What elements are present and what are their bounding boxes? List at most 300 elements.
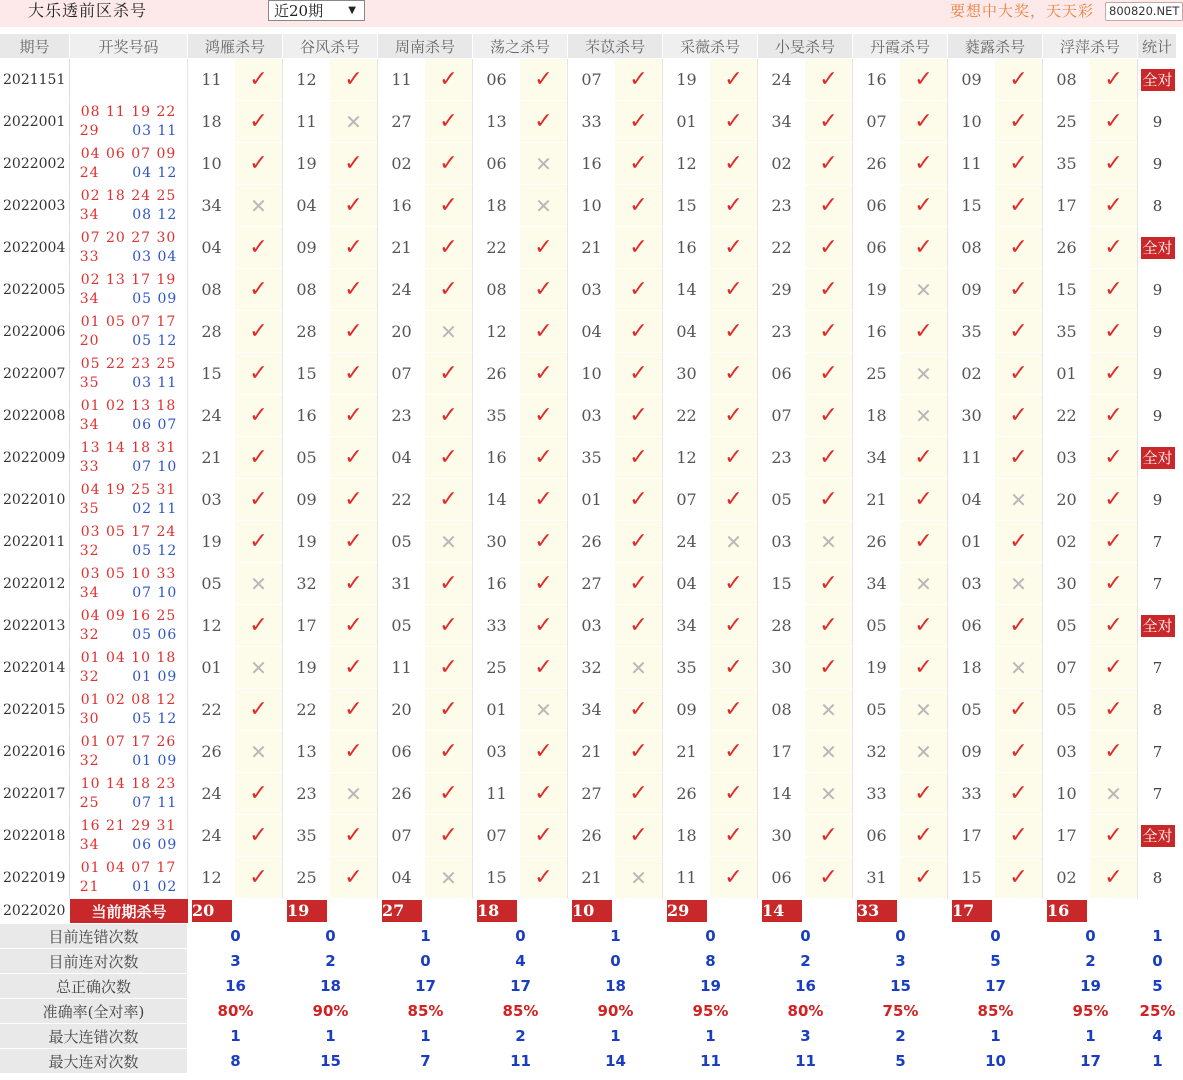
summary-value: 2 — [1043, 949, 1138, 974]
draw-front-last: 34 — [79, 206, 100, 223]
result-cell — [995, 605, 1043, 647]
pick-number: 26 — [853, 521, 900, 563]
summary-value: 80% — [188, 999, 283, 1024]
pick-number: 26 — [188, 731, 235, 773]
draw-cell — [70, 731, 188, 773]
result-cell — [615, 311, 663, 353]
draw-back-numbers: 05 09 — [132, 290, 178, 307]
summary-row — [0, 949, 1177, 974]
check-icon: ✓ — [534, 445, 553, 470]
summary-value: 90% — [283, 999, 378, 1024]
header-expert: 小旻杀号 — [758, 34, 853, 59]
result-cell — [235, 731, 283, 773]
pick-number: 06 — [473, 143, 520, 185]
header-period: 期号 — [0, 34, 70, 59]
summary-value: 7 — [378, 1049, 473, 1074]
draw-front-numbers: 01 02 13 18 — [80, 397, 177, 414]
result-cell — [995, 101, 1043, 143]
check-icon: ✓ — [1104, 445, 1123, 470]
pick-number: 35 — [948, 311, 995, 353]
result-cell — [235, 563, 283, 605]
header-expert: 采薇杀号 — [663, 34, 758, 59]
cross-icon: ✕ — [345, 109, 362, 134]
check-icon: ✓ — [724, 67, 743, 92]
check-icon: ✓ — [534, 655, 553, 680]
check-icon: ✓ — [819, 151, 838, 176]
pick-number: 23 — [758, 185, 805, 227]
table-row — [0, 689, 1177, 731]
stat-cell — [1138, 59, 1177, 101]
draw-line-2 — [70, 458, 187, 477]
stat-cell: 8 — [1138, 689, 1177, 731]
table-header-row — [0, 34, 1177, 59]
check-icon: ✓ — [819, 319, 838, 344]
check-icon: ✓ — [819, 823, 838, 848]
result-cell — [520, 227, 568, 269]
pick-number: 21 — [568, 731, 615, 773]
result-cell — [710, 647, 758, 689]
summary-value: 17 — [948, 974, 1043, 999]
draw-line-2 — [70, 584, 187, 603]
pick-number: 03 — [568, 605, 615, 647]
draw-front-last: 34 — [79, 584, 100, 601]
check-icon: ✓ — [1104, 151, 1123, 176]
period-cell: 2022009 — [0, 437, 70, 479]
site-badge[interactable]: 800820.NET — [1105, 2, 1183, 21]
pick-number: 32 — [568, 647, 615, 689]
table-row — [0, 227, 1177, 269]
pick-number: 10 — [568, 185, 615, 227]
header-expert: 丹霞杀号 — [853, 34, 948, 59]
pick-number: 16 — [853, 311, 900, 353]
cross-icon: ✕ — [630, 865, 647, 890]
pick-number: 06 — [853, 185, 900, 227]
result-cell — [995, 311, 1043, 353]
pick-number: 01 — [663, 101, 710, 143]
period-cell: 2022003 — [0, 185, 70, 227]
check-icon: ✓ — [439, 781, 458, 806]
summary-row — [0, 999, 1177, 1024]
pick-number: 35 — [1043, 311, 1090, 353]
stat-cell: 7 — [1138, 563, 1177, 605]
period-cell: 2022007 — [0, 353, 70, 395]
result-cell — [1090, 857, 1138, 899]
draw-front-numbers: 07 20 27 30 — [80, 229, 177, 246]
result-cell — [520, 689, 568, 731]
draw-back-numbers: 03 11 — [132, 374, 178, 391]
check-icon: ✓ — [1104, 529, 1123, 554]
pick-number: 09 — [948, 731, 995, 773]
result-cell — [710, 437, 758, 479]
pick-number: 24 — [663, 521, 710, 563]
result-cell — [520, 353, 568, 395]
result-cell — [900, 647, 948, 689]
check-icon: ✓ — [344, 571, 363, 596]
stat-cell: 7 — [1138, 521, 1177, 563]
cross-icon: ✕ — [820, 781, 837, 806]
pick-number: 21 — [378, 227, 425, 269]
result-cell — [615, 647, 663, 689]
period-cell: 2022016 — [0, 731, 70, 773]
draw-front-last: 32 — [79, 626, 100, 643]
result-cell — [425, 689, 473, 731]
result-cell — [710, 773, 758, 815]
draw-back-numbers: 07 11 — [132, 794, 178, 811]
stat-cell — [1138, 437, 1177, 479]
result-cell — [805, 563, 853, 605]
result-cell — [805, 773, 853, 815]
check-icon: ✓ — [629, 67, 648, 92]
draw-back-numbers: 03 11 — [132, 122, 178, 139]
table-row — [0, 353, 1177, 395]
result-cell — [615, 773, 663, 815]
current-pick-cell — [568, 899, 663, 924]
result-cell — [900, 437, 948, 479]
summary-value: 3 — [853, 949, 948, 974]
check-icon: ✓ — [439, 151, 458, 176]
check-icon: ✓ — [439, 445, 458, 470]
pick-number: 25 — [283, 857, 330, 899]
result-cell — [330, 143, 378, 185]
pick-number: 14 — [663, 269, 710, 311]
pick-number: 14 — [758, 773, 805, 815]
pick-number: 17 — [283, 605, 330, 647]
cross-icon: ✕ — [820, 697, 837, 722]
current-pick-cell — [853, 899, 948, 924]
result-cell — [1090, 395, 1138, 437]
check-icon: ✓ — [914, 823, 933, 848]
pick-number: 22 — [283, 689, 330, 731]
check-icon: ✓ — [629, 361, 648, 386]
summary-value: 1 — [568, 924, 663, 949]
pick-number: 34 — [853, 437, 900, 479]
result-cell — [900, 521, 948, 563]
stat-cell: 7 — [1138, 731, 1177, 773]
check-icon: ✓ — [534, 571, 553, 596]
check-icon: ✓ — [724, 865, 743, 890]
draw-line-2 — [70, 878, 187, 897]
result-cell — [995, 815, 1043, 857]
summary-value-total: 1 — [1138, 1049, 1177, 1074]
pick-number: 12 — [663, 437, 710, 479]
result-cell — [1090, 521, 1138, 563]
period-select-value: 近20期 — [274, 2, 324, 20]
current-pick: 33 — [857, 900, 897, 922]
result-cell — [235, 395, 283, 437]
check-icon: ✓ — [629, 781, 648, 806]
draw-line-2 — [70, 626, 187, 645]
result-cell — [235, 521, 283, 563]
check-icon: ✓ — [914, 487, 933, 512]
full-correct-badge: 全对 — [1142, 616, 1173, 635]
check-icon: ✓ — [1104, 235, 1123, 260]
check-icon: ✓ — [344, 193, 363, 218]
result-cell — [995, 143, 1043, 185]
pick-number: 05 — [948, 689, 995, 731]
result-cell — [995, 227, 1043, 269]
draw-back-numbers: 05 12 — [132, 542, 178, 559]
result-cell — [805, 185, 853, 227]
pick-number: 30 — [758, 815, 805, 857]
result-cell — [710, 689, 758, 731]
current-label: 当前期杀号 — [70, 899, 188, 924]
cross-icon: ✕ — [1010, 487, 1027, 512]
result-cell — [900, 857, 948, 899]
draw-back-numbers: 08 12 — [132, 206, 178, 223]
cross-icon: ✕ — [915, 697, 932, 722]
check-icon: ✓ — [724, 571, 743, 596]
draw-line-2 — [70, 290, 187, 309]
summary-row — [0, 974, 1177, 999]
result-cell — [330, 437, 378, 479]
stat-cell — [1138, 227, 1177, 269]
current-pick: 17 — [952, 900, 992, 922]
draw-front-numbers: 01 02 08 12 — [80, 691, 177, 708]
summary-label: 最大连对次数 — [0, 1049, 188, 1074]
header-expert: 谷风杀号 — [283, 34, 378, 59]
pick-number: 10 — [948, 101, 995, 143]
check-icon: ✓ — [724, 361, 743, 386]
draw-front-numbers: 08 11 19 22 — [80, 103, 177, 120]
result-cell — [235, 857, 283, 899]
result-cell — [900, 185, 948, 227]
current-pick-cell — [378, 899, 473, 924]
check-icon: ✓ — [1009, 403, 1028, 428]
pick-number: 19 — [853, 269, 900, 311]
check-icon: ✓ — [629, 403, 648, 428]
draw-line-2 — [70, 416, 187, 435]
pick-number: 12 — [663, 143, 710, 185]
summary-label: 总正确次数 — [0, 974, 188, 999]
result-cell — [710, 857, 758, 899]
result-cell — [520, 101, 568, 143]
result-cell — [710, 521, 758, 563]
current-pick-cell — [473, 899, 568, 924]
pick-number: 04 — [283, 185, 330, 227]
cross-icon: ✕ — [440, 865, 457, 890]
check-icon: ✓ — [914, 235, 933, 260]
draw-front-numbers: 04 06 07 09 — [80, 145, 177, 162]
pick-number: 09 — [283, 227, 330, 269]
check-icon: ✓ — [249, 529, 268, 554]
check-icon: ✓ — [819, 235, 838, 260]
result-cell — [425, 185, 473, 227]
pick-number: 07 — [663, 479, 710, 521]
current-pick-cell — [188, 899, 283, 924]
summary-value: 17 — [473, 974, 568, 999]
draw-front-last: 34 — [79, 416, 100, 433]
pick-number: 28 — [283, 311, 330, 353]
pick-number: 08 — [758, 689, 805, 731]
pick-number: 13 — [473, 101, 520, 143]
result-cell — [995, 731, 1043, 773]
pick-number: 22 — [663, 395, 710, 437]
result-cell — [805, 353, 853, 395]
result-cell — [1090, 227, 1138, 269]
check-icon: ✓ — [1104, 613, 1123, 638]
result-cell — [995, 395, 1043, 437]
check-icon: ✓ — [1009, 445, 1028, 470]
pick-number: 07 — [1043, 647, 1090, 689]
result-cell — [805, 521, 853, 563]
result-cell — [235, 143, 283, 185]
period-cell: 2022006 — [0, 311, 70, 353]
result-cell — [995, 353, 1043, 395]
summary-value: 4 — [473, 949, 568, 974]
current-pick-cell — [758, 899, 853, 924]
pick-number: 24 — [378, 269, 425, 311]
pick-number: 18 — [853, 395, 900, 437]
result-cell — [710, 605, 758, 647]
summary-value: 16 — [188, 974, 283, 999]
current-pick-cell — [1043, 899, 1138, 924]
check-icon: ✓ — [534, 319, 553, 344]
check-icon: ✓ — [344, 865, 363, 890]
result-cell — [425, 311, 473, 353]
pick-number: 04 — [663, 311, 710, 353]
draw-cell — [70, 773, 188, 815]
cross-icon: ✕ — [915, 277, 932, 302]
check-icon: ✓ — [249, 697, 268, 722]
result-cell — [995, 521, 1043, 563]
check-icon: ✓ — [819, 487, 838, 512]
current-period: 2022020 — [0, 899, 70, 924]
draw-front-numbers: 16 21 29 31 — [80, 817, 177, 834]
check-icon: ✓ — [534, 403, 553, 428]
period-select[interactable] — [268, 0, 365, 21]
cross-icon: ✕ — [535, 193, 552, 218]
result-cell — [1090, 437, 1138, 479]
pick-number: 16 — [473, 437, 520, 479]
check-icon: ✓ — [439, 403, 458, 428]
period-cell: 2022011 — [0, 521, 70, 563]
pick-number: 30 — [948, 395, 995, 437]
result-cell — [1090, 773, 1138, 815]
pick-number: 28 — [188, 311, 235, 353]
cross-icon: ✕ — [250, 739, 267, 764]
pick-number: 21 — [663, 731, 710, 773]
check-icon: ✓ — [724, 739, 743, 764]
pick-number: 08 — [948, 227, 995, 269]
pick-number: 35 — [568, 437, 615, 479]
check-icon: ✓ — [1104, 571, 1123, 596]
check-icon: ✓ — [534, 865, 553, 890]
check-icon: ✓ — [534, 487, 553, 512]
result-cell — [1090, 59, 1138, 101]
pick-number: 08 — [188, 269, 235, 311]
period-cell: 2022005 — [0, 269, 70, 311]
summary-value: 80% — [758, 999, 853, 1024]
result-cell — [425, 563, 473, 605]
draw-cell — [70, 59, 188, 101]
result-cell — [995, 689, 1043, 731]
pick-number: 10 — [1043, 773, 1090, 815]
cross-icon: ✕ — [725, 529, 742, 554]
result-cell — [1090, 563, 1138, 605]
check-icon: ✓ — [439, 697, 458, 722]
check-icon: ✓ — [914, 445, 933, 470]
summary-value: 1 — [188, 1024, 283, 1049]
result-cell — [615, 101, 663, 143]
result-cell — [710, 101, 758, 143]
stat-cell: 9 — [1138, 395, 1177, 437]
full-correct-badge: 全对 — [1142, 826, 1173, 845]
pick-number: 11 — [378, 59, 425, 101]
result-cell — [805, 731, 853, 773]
summary-value: 1 — [568, 1024, 663, 1049]
result-cell — [805, 143, 853, 185]
result-cell — [425, 521, 473, 563]
check-icon: ✓ — [1009, 319, 1028, 344]
check-icon: ✓ — [914, 193, 933, 218]
draw-line-2 — [70, 248, 187, 267]
pick-number: 26 — [378, 773, 425, 815]
result-cell — [235, 773, 283, 815]
summary-value: 19 — [663, 974, 758, 999]
summary-value: 3 — [188, 949, 283, 974]
check-icon: ✓ — [1104, 739, 1123, 764]
pick-number: 04 — [948, 479, 995, 521]
draw-front-numbers: 03 05 10 33 — [80, 565, 177, 582]
current-stat-cell — [1138, 899, 1177, 924]
cross-icon: ✕ — [1010, 655, 1027, 680]
check-icon: ✓ — [629, 739, 648, 764]
period-cell: 2022015 — [0, 689, 70, 731]
draw-line-2 — [70, 836, 187, 855]
pick-number: 11 — [188, 59, 235, 101]
stat-cell: 8 — [1138, 857, 1177, 899]
draw-line-2 — [70, 122, 187, 141]
promo-text: 要想中大奖，天天彩 — [950, 2, 1095, 20]
pick-number: 24 — [188, 395, 235, 437]
pick-number: 18 — [188, 101, 235, 143]
pick-number: 35 — [283, 815, 330, 857]
draw-front-last: 32 — [79, 752, 100, 769]
check-icon: ✓ — [344, 697, 363, 722]
header-expert: 鸿雁杀号 — [188, 34, 283, 59]
pick-number: 11 — [948, 143, 995, 185]
summary-label: 目前连对次数 — [0, 949, 188, 974]
result-cell — [710, 479, 758, 521]
result-cell — [615, 437, 663, 479]
pick-number: 06 — [378, 731, 425, 773]
draw-cell — [70, 689, 188, 731]
result-cell — [235, 647, 283, 689]
pick-number: 04 — [568, 311, 615, 353]
period-cell: 2022017 — [0, 773, 70, 815]
result-cell — [330, 269, 378, 311]
check-icon: ✓ — [629, 277, 648, 302]
period-cell: 2022004 — [0, 227, 70, 269]
draw-front-last: 21 — [79, 878, 100, 895]
pick-number: 12 — [188, 605, 235, 647]
cross-icon: ✕ — [535, 697, 552, 722]
result-cell — [330, 479, 378, 521]
summary-value: 0 — [758, 924, 853, 949]
summary-value: 5 — [853, 1049, 948, 1074]
check-icon: ✓ — [1009, 697, 1028, 722]
result-cell — [615, 395, 663, 437]
pick-number: 26 — [853, 143, 900, 185]
draw-front-last: 34 — [79, 290, 100, 307]
pick-number: 05 — [378, 605, 425, 647]
summary-value-total: 5 — [1138, 974, 1177, 999]
summary-value: 16 — [758, 974, 853, 999]
check-icon: ✓ — [1104, 403, 1123, 428]
result-cell — [615, 605, 663, 647]
pick-number: 23 — [283, 773, 330, 815]
check-icon: ✓ — [914, 319, 933, 344]
